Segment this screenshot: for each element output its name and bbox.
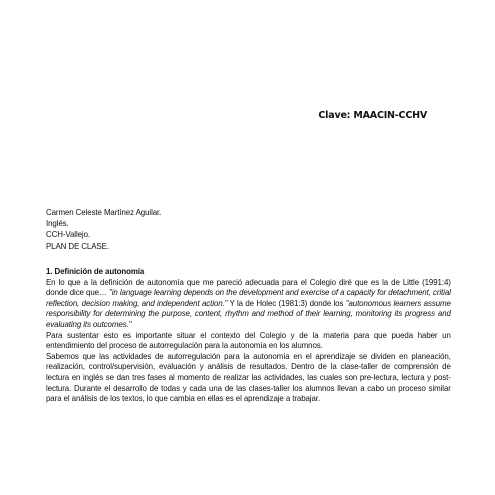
paragraph-text: En lo que a la definición de autonomía que me pareció adecuada para el Colegio diré que es la de Little (1991:4) donde dice que…: [46, 276, 451, 298]
document-code-label: Clave: MAACIN-CCHV: [318, 110, 427, 121]
document-type: PLAN DE CLASE.: [46, 240, 109, 251]
paragraph-self-regulation: Sabemos que las actividades de autorregulación para la autonomía en el aprendizaje se dividen en planeación, realización, control/supervisión, evaluación y análisis de resultados. Dentro de la clase-taller de comprensión de lectura en inglés se dan tres fases al momento de realizar las actividades, las cuales son pre-lectura, lectura y post-lectura. Durante el desarrollo de todas y cada una de las clases-taller los alumnos llevan a cabo un proceso similar para el análisis de los textos, lo que cambia en ellas es el aprendizaje a trabajar.: [46, 350, 451, 404]
paragraph-context: Para sustentar esto es importante situar el contexto del Colegio y de la materia para que pueda haber un entendimiento del proceso de autorregulación para la autonomía en los alumnos.: [46, 329, 451, 351]
document-header-info: [46, 207, 161, 252]
quote-holec: "autonomous learners assume responsibility for determining the purpose, content, rhythm and method of their learning, monitoring its progress and evaluating its outcomes.": [46, 297, 451, 329]
paragraph-text: Y la de Holec (1981:3) donde los: [227, 297, 346, 308]
quote-little: "in language learning depends on the development and exercise of a capacity for detachment, critial reflection, decision making, and independent action.": [46, 287, 451, 308]
subject-name: Inglés.: [46, 218, 69, 229]
document-body: [46, 266, 451, 404]
paragraph-definition: [46, 277, 451, 330]
author-name: Carmen Celeste Martínez Aguilar.: [46, 207, 162, 217]
school-name: CCH-Vallejo.: [46, 229, 91, 240]
section-heading: 1. Definición de autonomía: [46, 266, 145, 276]
